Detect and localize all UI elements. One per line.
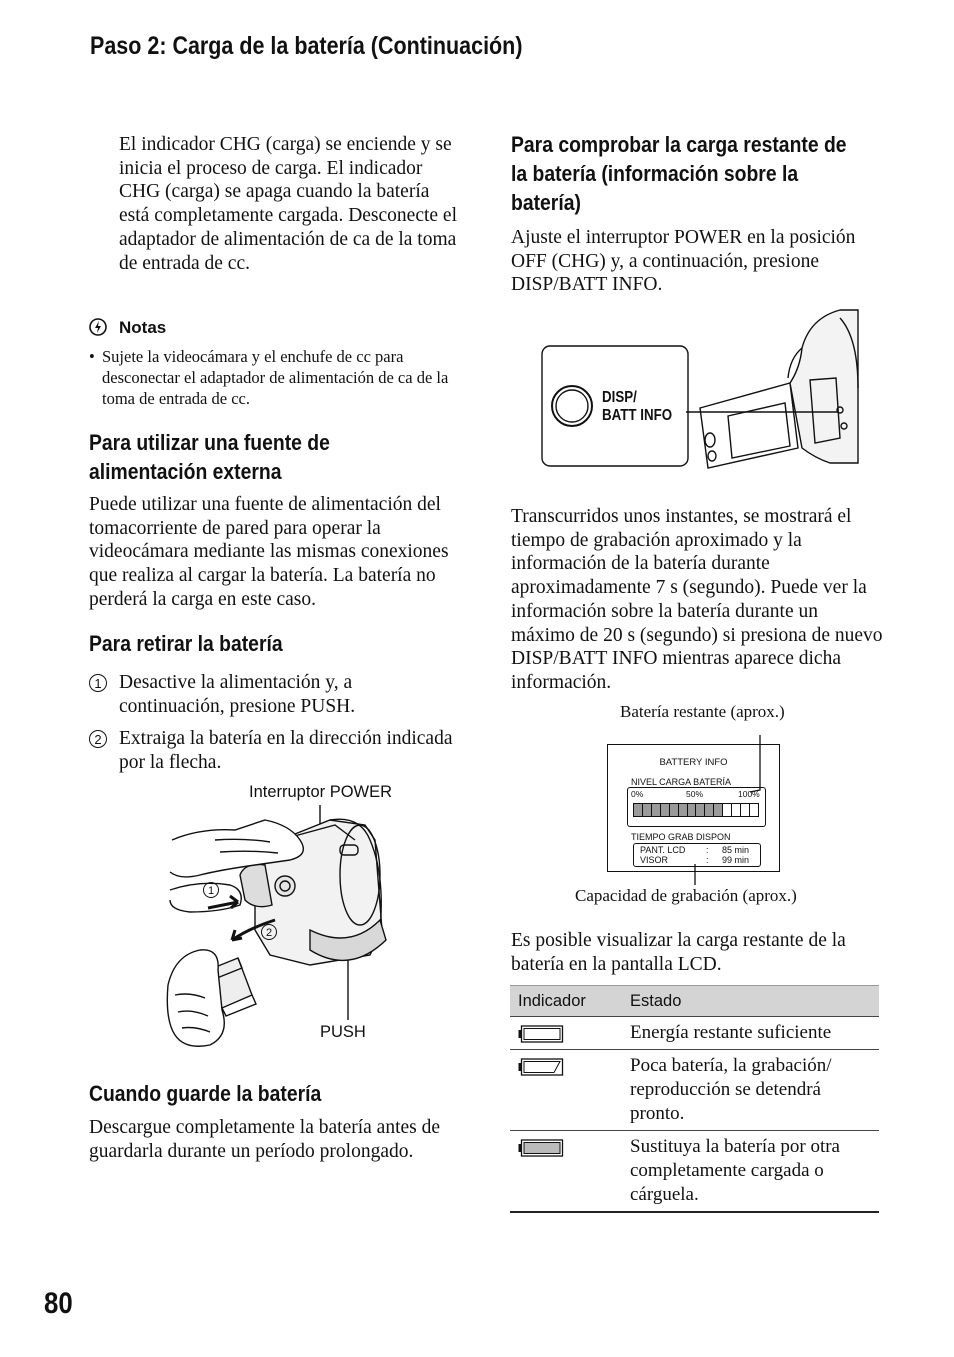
battery-empty-icon — [518, 1139, 564, 1157]
after-press-text: Transcurridos unos instantes, se mostrará el tiempo de grabación aproximado y la información de la batería durante aproximadamente 7 s (segundo). Puede ver la información sobre la batería durante un máximo de 20 s (segundo) si presiona de nuevo DISP/BATT INFO mientras aparece dicha información. — [511, 506, 883, 693]
section-check-title — [511, 130, 847, 217]
page-header: Paso 2: Carga de la batería (Continuación) — [90, 32, 523, 60]
section-external-title — [89, 428, 330, 486]
note-icon — [89, 318, 107, 336]
label-push: PUSH — [320, 1023, 366, 1041]
section-check-title-line1: Para comprobar la carga restante de — [511, 132, 847, 157]
camcorder-drawing — [160, 780, 430, 1065]
battery-removal-figure — [160, 780, 430, 1065]
figure-marker-2: 2 — [261, 924, 277, 940]
table-header-status: Estado — [622, 986, 879, 1017]
table-cell-icon — [510, 1017, 622, 1050]
section-external-title-line1: Para utilizar una fuente de — [89, 430, 330, 455]
time-row-visor-sep: : — [706, 855, 709, 865]
step-1-text: Desactive la alimentación y, a continuación, presione PUSH. — [119, 672, 356, 717]
section-check-text: Ajuste el interruptor POWER en la posición OFF (CHG) y, a continuación, presione DISP/BATT INFO. — [511, 227, 856, 296]
notes-title — [89, 318, 166, 338]
step-2-text: Extraiga la batería en la dirección indicada por la flecha. — [119, 728, 453, 773]
table-cell-icon — [510, 1131, 622, 1213]
battery-screen-leaders — [600, 730, 800, 890]
time-row-visor-value: 99 min — [722, 855, 750, 865]
disp-batt-figure — [540, 308, 860, 470]
step-number-1: 1 — [89, 674, 107, 692]
button-label-line1: DISP/ — [602, 389, 637, 406]
notes-item: • Sujete la videocámara y el enchufe de cc para desconectar el adaptador de alimentación de ca de la toma de entrada de cc. — [89, 346, 461, 409]
button-label-line2: BATT INFO — [602, 407, 673, 424]
notes-item-text: Sujete la videocámara y el enchufe de cc para desconectar el adaptador de alimentación de ca de la toma de entrada de cc. — [102, 347, 449, 408]
battery-info-heading: BATTERY INFO — [659, 757, 728, 768]
section-check-title-line3: batería) — [511, 190, 581, 215]
table-row — [510, 1017, 879, 1050]
section-external-text: Puede utilizar una fuente de alimentación del tomacorriente de pared para operar la videocámara mediante las mismas conexiones que realiza al cargar la batería. La batería no perderá la carga en este caso. — [89, 494, 449, 610]
table-cell-status: Poca batería, la grabación/ reproducción se detendrá pronto. — [622, 1050, 879, 1131]
indicator-table — [510, 985, 879, 1213]
section-store-text: Descargue completamente la batería antes de guardarla durante un período prolongado. — [89, 1117, 441, 1162]
table-cell-status: Sustituya la batería por otra completamente cargada o cárguela. — [622, 1131, 879, 1213]
battery-full-icon — [518, 1025, 564, 1043]
notes-heading: Notas — [119, 318, 167, 337]
lcd-text: Es posible visualizar la carga restante de la batería en la pantalla LCD. — [511, 930, 846, 975]
page-number: 80 — [44, 1287, 73, 1320]
step-number-2: 2 — [89, 730, 107, 748]
time-row-lcd-sep: : — [706, 845, 709, 855]
indicator-table-wrap — [510, 985, 879, 1213]
table-header-indicator: Indicador — [510, 986, 622, 1017]
table-header-row — [510, 986, 879, 1017]
section-remove-title: Para retirar la batería — [89, 631, 283, 656]
label-battery-remaining: Batería restante (aprox.) — [620, 702, 785, 721]
scale-0: 0% — [631, 789, 644, 799]
table-cell-status: Energía restante suficiente — [622, 1017, 879, 1050]
scale-50: 50% — [686, 789, 704, 799]
time-row-lcd-name: PANT. LCD — [640, 845, 686, 855]
disp-batt-button-label — [602, 389, 672, 425]
battery-level-label: NIVEL CARGA BATERÍA — [631, 777, 732, 787]
intro-paragraph: El indicador CHG (carga) se enciende y se inicia el proceso de carga. El indicador CHG (carga) se apaga cuando la batería está completamente cargada. Desconecte el adaptador de alimentación de ca de la toma de entrada de cc. — [119, 134, 458, 274]
table-row — [510, 1050, 879, 1131]
table-cell-icon — [510, 1050, 622, 1131]
table-row — [510, 1131, 879, 1213]
battery-low-icon — [518, 1058, 564, 1076]
label-recording-capacity: Capacidad de grabación (aprox.) — [575, 886, 797, 905]
label-power-switch: Interruptor POWER — [249, 783, 393, 801]
section-check-title-line2: la batería (información sobre la — [511, 161, 799, 186]
figure-marker-1: 1 — [203, 882, 219, 898]
time-label: TIEMPO GRAB DISPON — [631, 832, 731, 842]
remove-step-1 — [89, 671, 461, 718]
time-row-visor-name: VISOR — [640, 855, 669, 865]
remove-step-2 — [89, 727, 461, 774]
time-row-lcd-value: 85 min — [722, 845, 750, 855]
camcorder-lcd-drawing — [540, 308, 860, 470]
scale-100: 100% — [738, 789, 760, 799]
section-store-title: Cuando guarde la batería — [89, 1081, 322, 1106]
section-external-title-line2: alimentación externa — [89, 459, 282, 484]
